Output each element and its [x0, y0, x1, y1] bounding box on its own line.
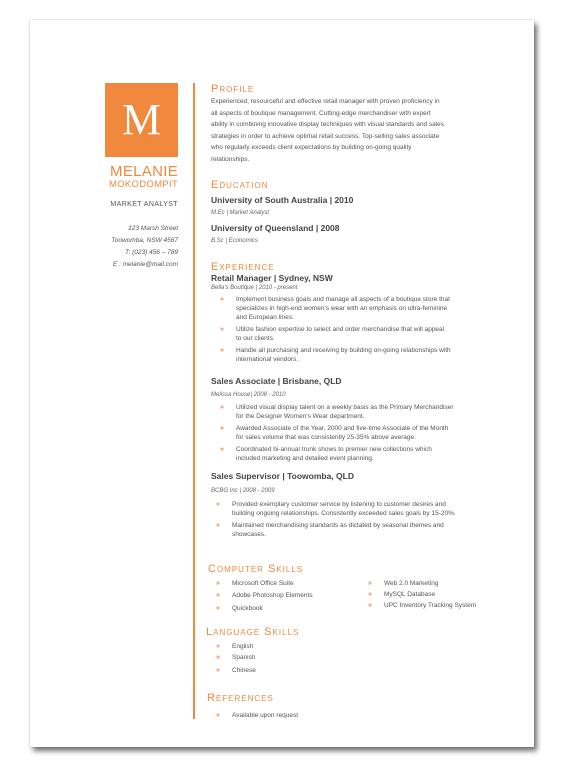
skill-item — [216, 604, 263, 613]
skill-item — [216, 591, 313, 600]
contact-phone: T: (023) 456 – 789 — [125, 249, 178, 256]
divider-line — [193, 83, 195, 719]
bullet-icon: » — [216, 501, 220, 508]
job-bullet — [220, 326, 526, 344]
profile-line: relationships. — [211, 155, 250, 163]
language-item — [216, 653, 256, 662]
bullet-icon: » — [220, 446, 224, 453]
skill-item — [216, 579, 294, 588]
bullet-line: for the Designer Women's Wear department. — [236, 412, 365, 420]
bullet-line: for sales volume that was consistently 25-35% above average. — [236, 433, 416, 441]
profile-heading: Profile — [211, 83, 255, 95]
job-title-entry: Sales Associate | Brisbane, QLD — [211, 376, 342, 386]
education-title: University of Queensland | 2008 — [211, 223, 340, 233]
skill-label: Quickbook — [232, 605, 263, 612]
contact-block — [60, 223, 178, 271]
job-subtitle: BCBG Inc | 2008 - 2009 — [211, 488, 275, 494]
skill-label: MySQL Database — [384, 591, 436, 598]
language-item — [216, 666, 256, 675]
bullet-icon: » — [216, 654, 220, 661]
bullet-line: Provided exemplary customer service by listening to customer desires and — [232, 501, 446, 508]
job-title-entry: Sales Supervisor | Toowomba, QLD — [211, 471, 354, 481]
contact-city: Toowomba, NSW 4567 — [111, 237, 178, 244]
skill-label: Adobe Photoshop Elements — [232, 592, 313, 599]
bullet-icon: » — [216, 592, 220, 599]
job-bullet — [220, 296, 526, 322]
bullet-icon: » — [216, 522, 220, 529]
bullet-line: Awarded Associate of the Year, 2000 and five-time Associate of the Month — [236, 425, 449, 432]
bullet-icon: » — [368, 580, 372, 587]
last-name: MOKODOMPIT — [109, 179, 178, 190]
language-label: Chinese — [232, 667, 256, 674]
bullet-line: showcases. — [232, 530, 266, 538]
contact-email: E : melanie@mail.com — [112, 261, 178, 268]
bullet-icon: » — [220, 404, 224, 411]
education-detail: B.Sc | Economics — [211, 238, 258, 244]
bullet-line: specializes in high-end women's wear with an emphasis on ultra-feminine — [236, 304, 448, 312]
job-subtitle: Melissa House| 2008 - 2010 — [211, 392, 286, 398]
bullet-line: building ongoing relationships. Consistently exceeded sales goals by 15-20%. — [232, 509, 456, 517]
experience-heading: Experience — [211, 261, 275, 273]
bullet-line: included marketing and detailed event planning. — [236, 454, 374, 462]
skill-item — [368, 590, 436, 599]
skill-item — [368, 579, 439, 588]
language-label: English — [232, 643, 254, 650]
skill-label: Microsoft Office Suite — [232, 580, 294, 587]
bullet-line: Utilize fashion expertise to select and order merchandise that will appeal — [236, 326, 445, 333]
job-bullet — [220, 425, 526, 443]
education-heading: Education — [211, 179, 269, 191]
skill-label: Web 2.0 Marketing — [384, 580, 439, 587]
contact-street: 123 Marsh Street — [128, 225, 178, 232]
bullet-line: Maintained merchandising standards as dictated by seasonal themes and — [232, 522, 444, 529]
profile-line: Experienced, resourceful and effective retail manager with proven proficiency in — [211, 98, 440, 105]
skill-label: UPC Inventory Tracking System — [384, 602, 477, 609]
bullet-icon: » — [220, 326, 224, 333]
reference-label: Available upon request — [232, 712, 299, 719]
bullet-icon: » — [216, 605, 220, 612]
bullet-line: Coordinated bi-annual trunk shows to premier new collections which — [236, 446, 432, 453]
bullet-icon: » — [220, 425, 224, 432]
job-bullet — [220, 404, 526, 422]
first-name: MELANIE — [110, 163, 178, 180]
education-detail: M.Ec | Market Analyst — [211, 210, 270, 216]
language-item — [216, 642, 254, 651]
references-heading: References — [207, 692, 274, 704]
profile-line: ability in combining innovative display techniques with visual standards and sales — [211, 121, 445, 128]
bullet-line: Handle all purchasing and receiving by building on-going relationships with — [236, 347, 451, 354]
language-label: Spanish — [232, 654, 256, 661]
job-bullet — [220, 446, 526, 464]
bullet-line: international vendors. — [236, 355, 299, 363]
job-title-entry: Retail Manager | Sydney, NSW — [211, 273, 333, 283]
bullet-icon: » — [220, 347, 224, 354]
bullet-line: Utilized visual display talent on a weekly basis as the Primary Merchandiser — [236, 404, 454, 411]
job-bullet — [216, 501, 528, 519]
bullet-icon: » — [216, 580, 220, 587]
monogram-logo: M — [105, 83, 178, 157]
job-title: MARKET ANALYST — [110, 201, 178, 208]
bullet-icon: » — [216, 667, 220, 674]
bullet-icon: » — [216, 712, 220, 719]
bullet-icon: » — [368, 602, 372, 609]
bullet-icon: » — [216, 643, 220, 650]
resume-page — [30, 20, 534, 747]
profile-text — [211, 96, 516, 165]
bullet-icon: » — [368, 591, 372, 598]
computer-skills-heading: Computer Skills — [208, 563, 304, 575]
bullet-line: to our clients. — [236, 334, 275, 342]
skill-item — [368, 601, 477, 610]
bullet-icon: » — [220, 296, 224, 303]
reference-item — [216, 711, 299, 720]
job-bullet — [216, 522, 528, 540]
profile-line: all aspects of boutique management. Cutting-edge merchandiser with expert — [211, 109, 431, 117]
job-subtitle: Bella's Boutique | 2010 - present — [211, 285, 298, 291]
language-skills-heading: Language Skills — [206, 626, 300, 638]
profile-line: strategies in order to achieve optimal retail success. Top-selling sales associate — [211, 132, 440, 140]
profile-line: who regularly exceeds client expectations by building on-going quality — [211, 144, 412, 151]
job-bullet — [220, 347, 526, 365]
education-title: University of South Australia | 2010 — [211, 195, 354, 205]
bullet-line: and European lines. — [236, 313, 294, 321]
bullet-line: Implement business goals and manage all aspects of a boutique store that — [236, 296, 450, 303]
